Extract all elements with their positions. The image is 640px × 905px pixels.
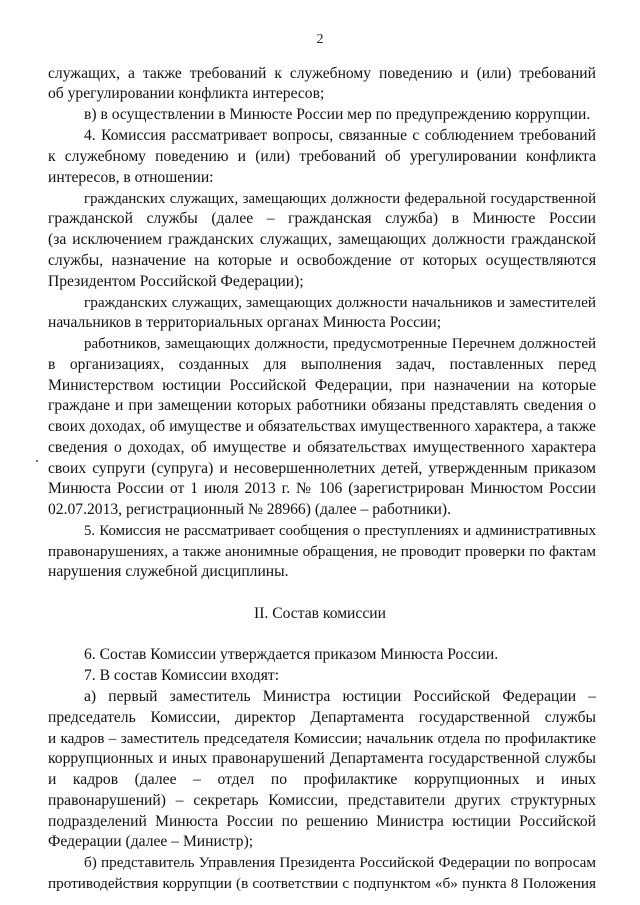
- text-line: и кадров – заместитель председателя Комиссии; начальник отдела по профилактике: [48, 730, 596, 747]
- text-line: 7. В состав Комиссии входят:: [84, 667, 280, 684]
- text-line: Минюста России от 1 июля 2013 г. № 106 (зарегистрирован Минюстом России: [48, 480, 596, 497]
- text-line: правонарушениях, а также анонимные обращения, не проводит проверки по фактам: [48, 543, 596, 560]
- text-line: председатель Комиссии, директор Департамента государственной службы: [48, 709, 596, 726]
- text-line: гражданских служащих, замещающих должности федеральной государственной: [84, 191, 596, 207]
- text-line: в) в осуществлении в Минюсте России мер по предупреждению коррупции.: [84, 106, 591, 123]
- text-line: правонарушений) – секретарь Комиссии, представители других структурных: [48, 792, 596, 809]
- text-line: начальников в территориальных органах Минюста России;: [48, 314, 442, 331]
- text-line: граждане и при замещении которых работники обязаны представлять сведения о: [48, 397, 596, 414]
- text-line: Федерации (далее – Министр);: [48, 833, 254, 850]
- text-line: в организациях, созданных для выполнения задач, поставленных перед: [48, 356, 596, 373]
- text-line: 5. Комиссия не рассматривает сообщения о преступлениях и административных: [84, 523, 596, 539]
- text-line: Президентом Российской Федерации);: [48, 273, 304, 290]
- text-line: 6. Состав Комиссии утверждается приказом Минюста России.: [84, 646, 499, 663]
- section-heading: II. Состав комиссии: [254, 605, 386, 622]
- text-line: своих супруги (супруга) и несовершеннолетних детей, утвержденным приказом: [48, 460, 596, 477]
- scan-speck: [36, 460, 38, 462]
- text-line: б) представитель Управления Президента Российской Федерации по вопросам: [84, 854, 596, 871]
- page-number: 2: [316, 32, 324, 47]
- text-line: 4. Комиссия рассматривает вопросы, связанные с соблюдением требований: [84, 127, 596, 144]
- text-line: служащих, а также требований к служебному поведению и (или) требований: [48, 65, 596, 82]
- text-line: и кадров (далее – отдел по профилактике коррупционных и иных: [48, 771, 596, 788]
- text-line: своих доходах, об имуществе и обязательствах имущественного характера, а также: [48, 418, 596, 435]
- text-line: к служебному поведению и (или) требований об урегулировании конфликта: [48, 148, 596, 165]
- text-line: подразделений Минюста России по решению Министра юстиции Российской: [48, 813, 596, 830]
- text-line: интересов, в отношении:: [48, 169, 214, 186]
- text-line: об урегулировании конфликта интересов;: [48, 85, 325, 102]
- text-line: работников, замещающих должности, предусмотренные Перечнем должностей: [84, 336, 596, 352]
- text-line: гражданской службы (далее – гражданская служба) в Минюсте России: [48, 210, 596, 227]
- text-line: сведения о доходах, об имуществе и обязательствах имущественного характера: [48, 439, 596, 456]
- text-line: а) первый заместитель Министра юстиции Российской Федерации –: [84, 688, 596, 705]
- text-line: 02.07.2013, регистрационный № 28966) (далее – работники).: [48, 501, 451, 518]
- text-line: противодействия коррупции (в соответствии с подпунктом «б» пункта 8 Положения: [48, 875, 596, 892]
- text-line: (за исключением гражданских служащих, замещающих должности гражданской: [48, 231, 596, 248]
- text-line: коррупционных и иных правонарушений Департамента государственной службы: [48, 750, 596, 767]
- text-line: нарушения служебной дисциплины.: [48, 563, 289, 580]
- text-line: службы, назначение на которые и освобождение от которых осуществляются: [48, 252, 596, 269]
- text-line: Министерством юстиции Российской Федерации, при назначении на которые: [48, 377, 596, 394]
- text-line: гражданских служащих, замещающих должности начальников и заместителей: [84, 294, 596, 311]
